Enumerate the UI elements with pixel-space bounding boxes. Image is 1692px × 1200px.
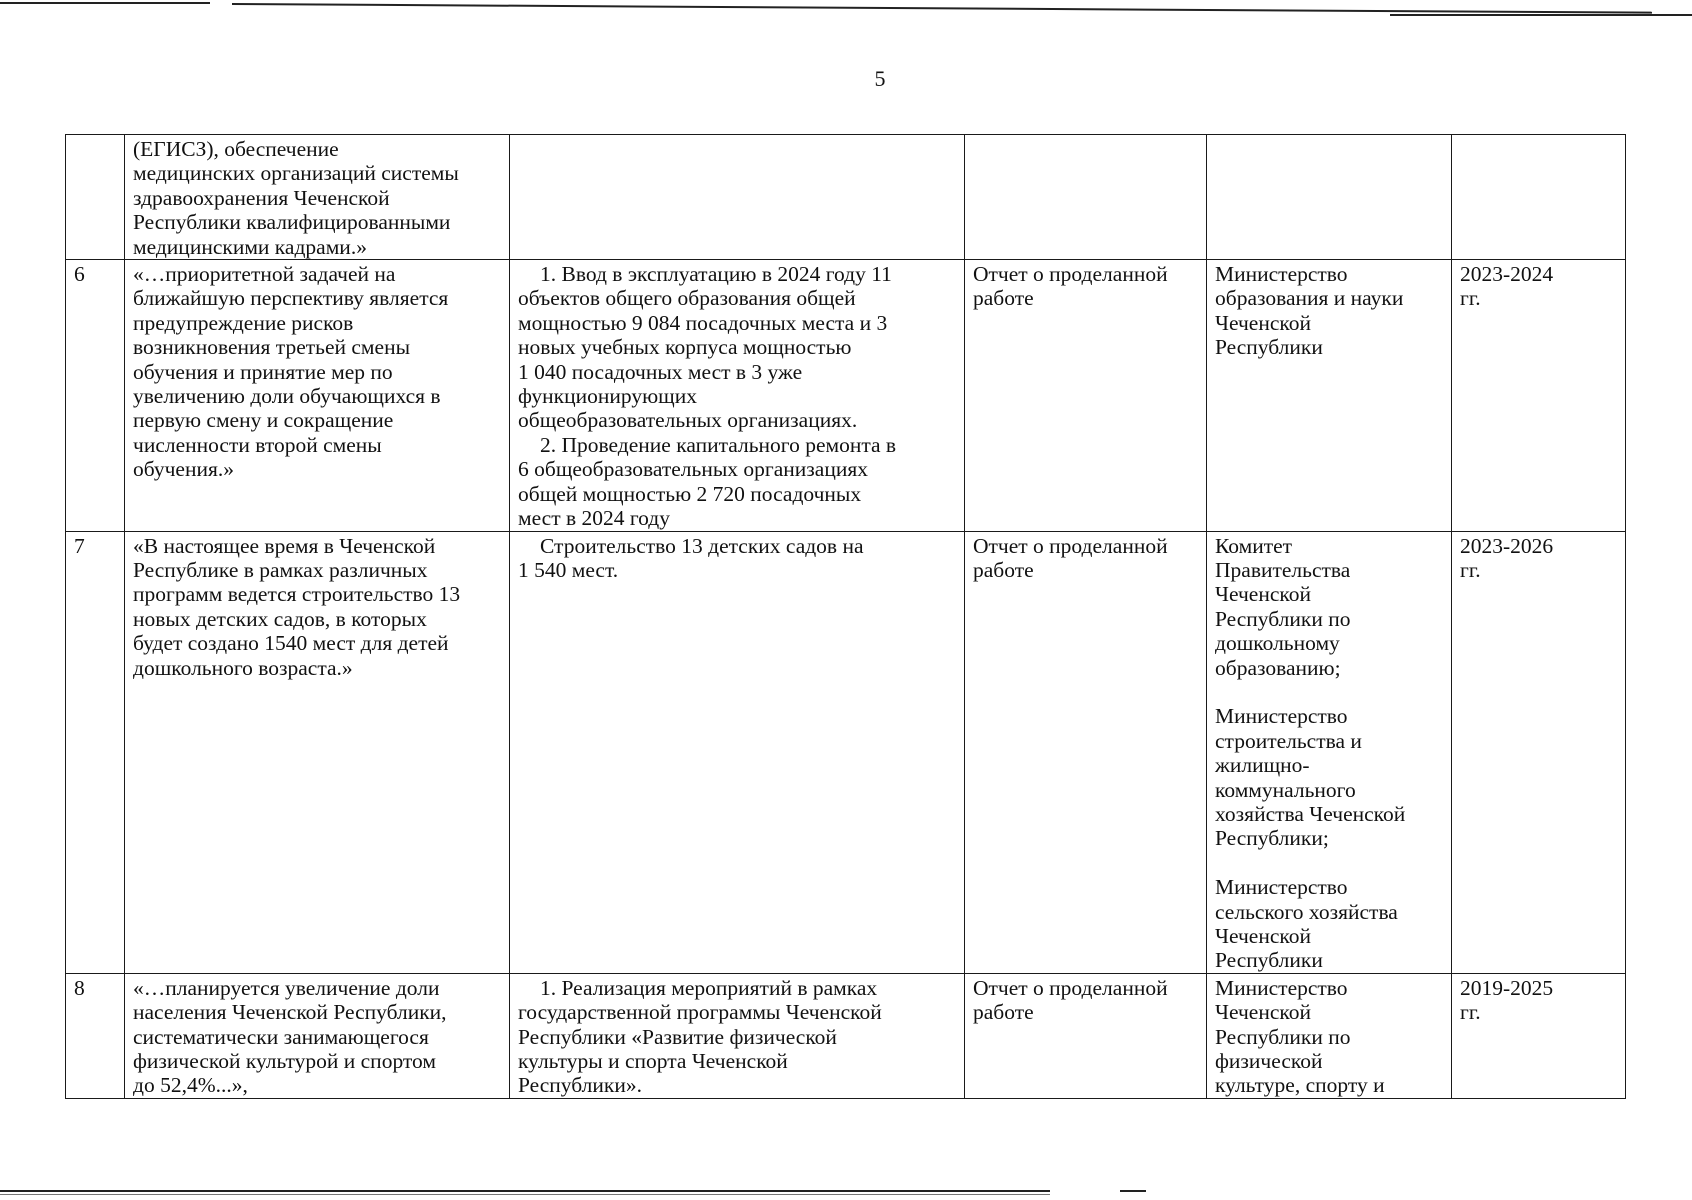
row-number-cell (66, 135, 125, 260)
measure-paragraph: 1. Реализация мероприятий в рамках государственной программы Чеченской Республики «Развитие физической культуры и спорта Чеченской Республики». (518, 975, 882, 1098)
report-form-cell (965, 135, 1207, 260)
scan-line-top-left (0, 2, 210, 4)
table-row (66, 973, 1626, 1098)
period-cell: 2019-2025 гг. (1452, 973, 1626, 1098)
executor-cell: Комитет Правительства Чеченской Республики по дошкольному образованию; Министерство строительства и жилищно- коммунального хозяйства Чеченской Республики; Министерство сельского хозяйства Чеченской Республики (1207, 531, 1452, 973)
report-form-cell: Отчет о проделанной работе (965, 260, 1207, 531)
measure-paragraph: 1. Ввод в эксплуатацию в 2024 году 11 объектов общего образования общей мощностью 9 084 посадочных места и 3 новых учебных корпуса мощностью 1 040 посадочных мест в 3 уже функционирующих общеобразовательных организациях. (518, 262, 892, 433)
scan-line-top (232, 3, 1652, 14)
page-number: 5 (874, 66, 886, 91)
measures-table (65, 134, 1626, 1099)
measures-cell (510, 260, 965, 531)
report-form-cell: Отчет о проделанной работе (965, 973, 1207, 1098)
quote-cell: «…планируется увеличение доли населения Чеченской Республики, систематически занимающегося физической культурой и спортом до 52,4%...», (125, 973, 510, 1098)
measure-paragraph: Строительство 13 детских садов на 1 540 мест. (518, 533, 864, 582)
measures-cell (510, 973, 965, 1098)
scan-line-bottom-2 (0, 1194, 1050, 1195)
table-row (66, 531, 1626, 973)
scan-line-top-right (1390, 14, 1692, 16)
period-cell: 2023-2026 гг. (1452, 531, 1626, 973)
row-number-cell: 7 (66, 531, 125, 973)
period-cell: 2023-2024 гг. (1452, 260, 1626, 531)
quote-cell: «В настоящее время в Чеченской Республике в рамках различных программ ведется строительство 13 новых детских садов, в которых будет создано 1540 мест для детей дошкольного возраста.» (125, 531, 510, 973)
measure-paragraph: 2. Проведение капитального ремонта в 6 общеобразовательных организациях общей мощностью 2 720 посадочных мест в 2024 году (518, 432, 897, 531)
quote-cell: (ЕГИСЗ), обеспечение медицинских организаций системы здравоохранения Чеченской Республики квалифицированными медицинскими кадрами.» (125, 135, 510, 260)
row-number-cell: 8 (66, 973, 125, 1098)
executor-cell: Министерство образования и науки Чеченской Республики (1207, 260, 1452, 531)
measures-cell (510, 531, 965, 973)
report-form-cell: Отчет о проделанной работе (965, 531, 1207, 973)
measures-cell (510, 135, 965, 260)
executor-cell: Министерство Чеченской Республики по физической культуре, спорту и (1207, 973, 1452, 1098)
table-row (66, 135, 1626, 260)
table-row (66, 260, 1626, 531)
scan-line-bottom-right (1120, 1190, 1146, 1192)
quote-cell: «…приоритетной задачей на ближайшую перспективу является предупреждение рисков возникновения третьей смены обучения и принятие мер по увеличению доли обучающихся в первую смену и сокращение численности второй смены обучения.» (125, 260, 510, 531)
executor-cell (1207, 135, 1452, 260)
scan-line-bottom (0, 1190, 1050, 1192)
row-number-cell: 6 (66, 260, 125, 531)
period-cell (1452, 135, 1626, 260)
